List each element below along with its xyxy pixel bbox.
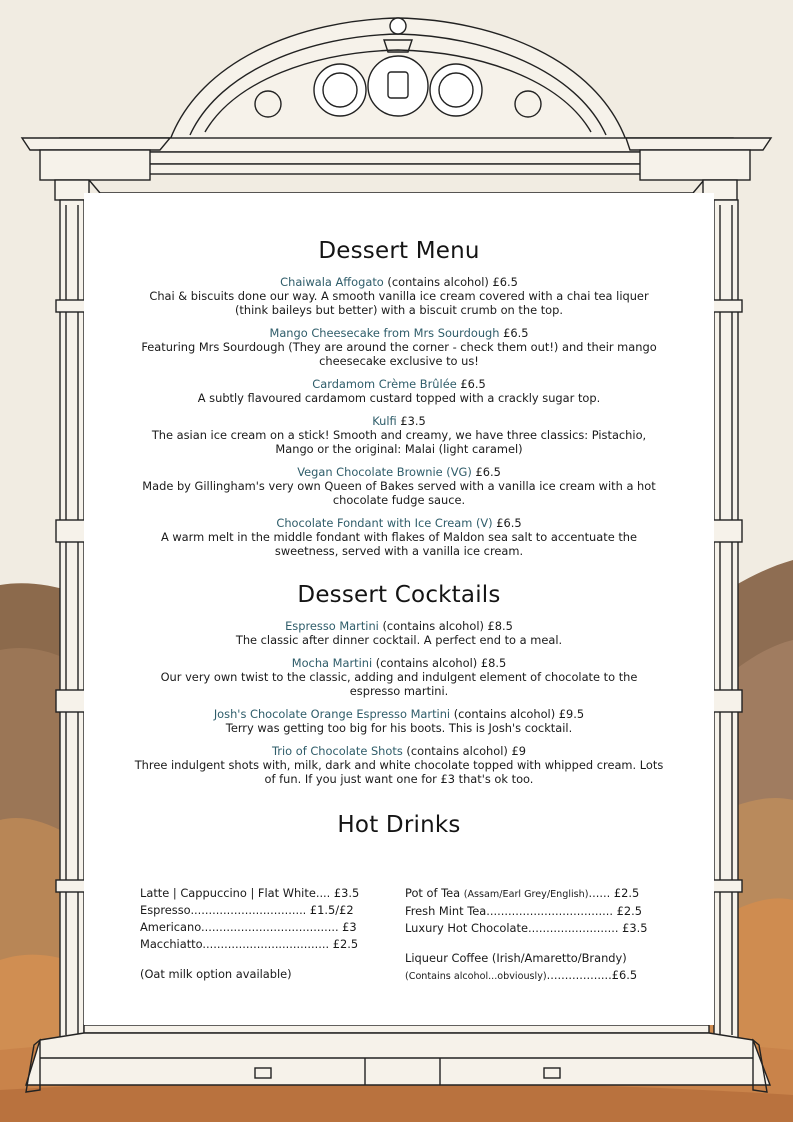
menu-item-title: Chaiwala Affogato — [280, 275, 384, 289]
dessert-menu-heading: Dessert Menu — [318, 238, 480, 264]
menu-item-description: Our very own twist to the classic, adding and indulgent element of chocolate to the espresso martini. — [160, 670, 638, 698]
drink-row: Espresso................................ £1.5/£2 — [140, 903, 354, 917]
menu-item-title: Mango Cheesecake from Mrs Sourdough — [269, 326, 500, 340]
menu-item-header — [84, 414, 714, 428]
drink-name: Pot of Tea — [405, 886, 464, 900]
menu-item-header — [84, 656, 714, 670]
menu-item-header — [84, 619, 714, 633]
menu-item-header — [84, 326, 714, 340]
menu-item-description: A subtly flavoured cardamom custard topped with a crackly sugar top. — [197, 391, 601, 405]
menu-item — [84, 619, 714, 647]
dessert-list — [84, 275, 714, 558]
liqueur-coffee-title: Liqueur Coffee (Irish/Amaretto/Brandy) — [405, 951, 627, 965]
drink-row: Americano...................................... £3 — [140, 920, 357, 934]
drink-note: (Assam/Earl Grey/English) — [463, 889, 589, 900]
menu-item-description: The classic after dinner cocktail. A perfect end to a meal. — [235, 633, 563, 647]
menu-item-description: Featuring Mrs Sourdough (They are around the corner - check them out!) and their mango cheesecake exclusive to us! — [141, 340, 657, 368]
menu-item-price: £6.5 — [471, 465, 501, 479]
menu-item-header — [84, 744, 714, 758]
dessert-cocktails-heading: Dessert Cocktails — [297, 582, 501, 608]
menu-item — [84, 465, 714, 507]
drink-note: (Contains alcohol...obviously) — [405, 971, 547, 982]
cocktail-list — [84, 619, 714, 786]
menu-item-description: Made by Gillingham's very own Queen of Bakes served with a vanilla ice cream with a hot chocolate fudge sauce. — [142, 479, 656, 507]
menu-item — [84, 377, 714, 405]
menu-item-description: Three indulgent shots with, milk, dark and white chocolate topped with whipped cream. Lots of fun. If you just want one for £3 that's ok too. — [134, 758, 664, 786]
dessert-cocktails-section — [84, 580, 714, 786]
menu-item-title: Vegan Chocolate Brownie (VG) — [297, 465, 472, 479]
menu-item-price: (contains alcohol) £9 — [402, 744, 526, 758]
menu-item — [84, 275, 714, 317]
menu-item-title: Trio of Chocolate Shots — [272, 744, 403, 758]
drink-row: Macchiatto................................... £2.5 — [140, 937, 359, 951]
menu-item-description: Chai & biscuits done our way. A smooth vanilla ice cream covered with a chai tea liquer (think baileys but better) with a biscuit crumb on the top. — [149, 289, 649, 317]
menu-item-price: £6.5 — [499, 326, 529, 340]
menu-item-header — [84, 465, 714, 479]
hot-drinks-heading: Hot Drinks — [337, 812, 461, 838]
menu-item-description: Terry was getting too big for his boots. This is Josh's cocktail. — [225, 721, 573, 735]
menu-item — [84, 516, 714, 558]
drink-row — [405, 920, 660, 937]
menu-item-header — [84, 516, 714, 530]
menu-item-description: A warm melt in the middle fondant with flakes of Maldon sea salt to accentuate the sweetness, served with a vanilla ice cream. — [160, 530, 638, 558]
menu-item-price: £6.5 — [492, 516, 522, 530]
menu-item — [84, 414, 714, 456]
hot-drinks-right-column — [405, 885, 660, 985]
menu-item-price: £3.5 — [396, 414, 426, 428]
drink-row: Latte | Cappuccino | Flat White.... £3.5 — [140, 886, 360, 900]
hot-drinks-list — [140, 885, 660, 985]
liqueur-coffee-price-row — [405, 967, 660, 985]
drink-price: ......................... £3.5 — [527, 921, 648, 935]
menu-item-description: The asian ice cream on a stick! Smooth and creamy, we have three classics: Pistachio, Mango or the original: Malai (light caramel) — [151, 428, 647, 456]
menu-item-title: Cardamom Crème Brûlée — [312, 377, 457, 391]
menu-item-title: Espresso Martini — [285, 619, 379, 633]
drink-row — [405, 885, 660, 903]
menu-item-price: (contains alcohol) £6.5 — [383, 275, 518, 289]
hot-drinks-section — [84, 810, 714, 840]
menu-item-header — [84, 707, 714, 721]
menu-item-price: (contains alcohol) £9.5 — [450, 707, 585, 721]
hot-drinks-left-column — [140, 885, 376, 985]
menu-item-title: Mocha Martini — [291, 656, 373, 670]
menu-item — [84, 744, 714, 786]
menu-item-header — [84, 377, 714, 391]
menu-item — [84, 707, 714, 735]
menu-item-title: Kulfi — [372, 414, 397, 428]
drink-name: Luxury Hot Chocolate — [405, 921, 528, 935]
menu-item — [84, 326, 714, 368]
menu-item-header — [84, 275, 714, 289]
menu-item-price: £6.5 — [456, 377, 486, 391]
oat-milk-note: (Oat milk option available) — [140, 967, 292, 981]
menu-item-title: Josh's Chocolate Orange Espresso Martini — [213, 707, 451, 721]
menu-item — [84, 656, 714, 698]
drink-name: Fresh Mint Tea — [405, 904, 487, 918]
drink-price: ..................£6.5 — [546, 968, 638, 982]
dessert-menu-section — [84, 236, 714, 558]
menu-content — [84, 236, 714, 840]
drink-price: ...... £2.5 — [588, 886, 640, 900]
drink-price: ................................... £2.5 — [486, 904, 642, 918]
menu-item-price: (contains alcohol) £8.5 — [378, 619, 513, 633]
menu-item-title: Chocolate Fondant with Ice Cream (V) — [276, 516, 493, 530]
drink-row — [405, 903, 660, 920]
menu-item-price: (contains alcohol) £8.5 — [372, 656, 507, 670]
